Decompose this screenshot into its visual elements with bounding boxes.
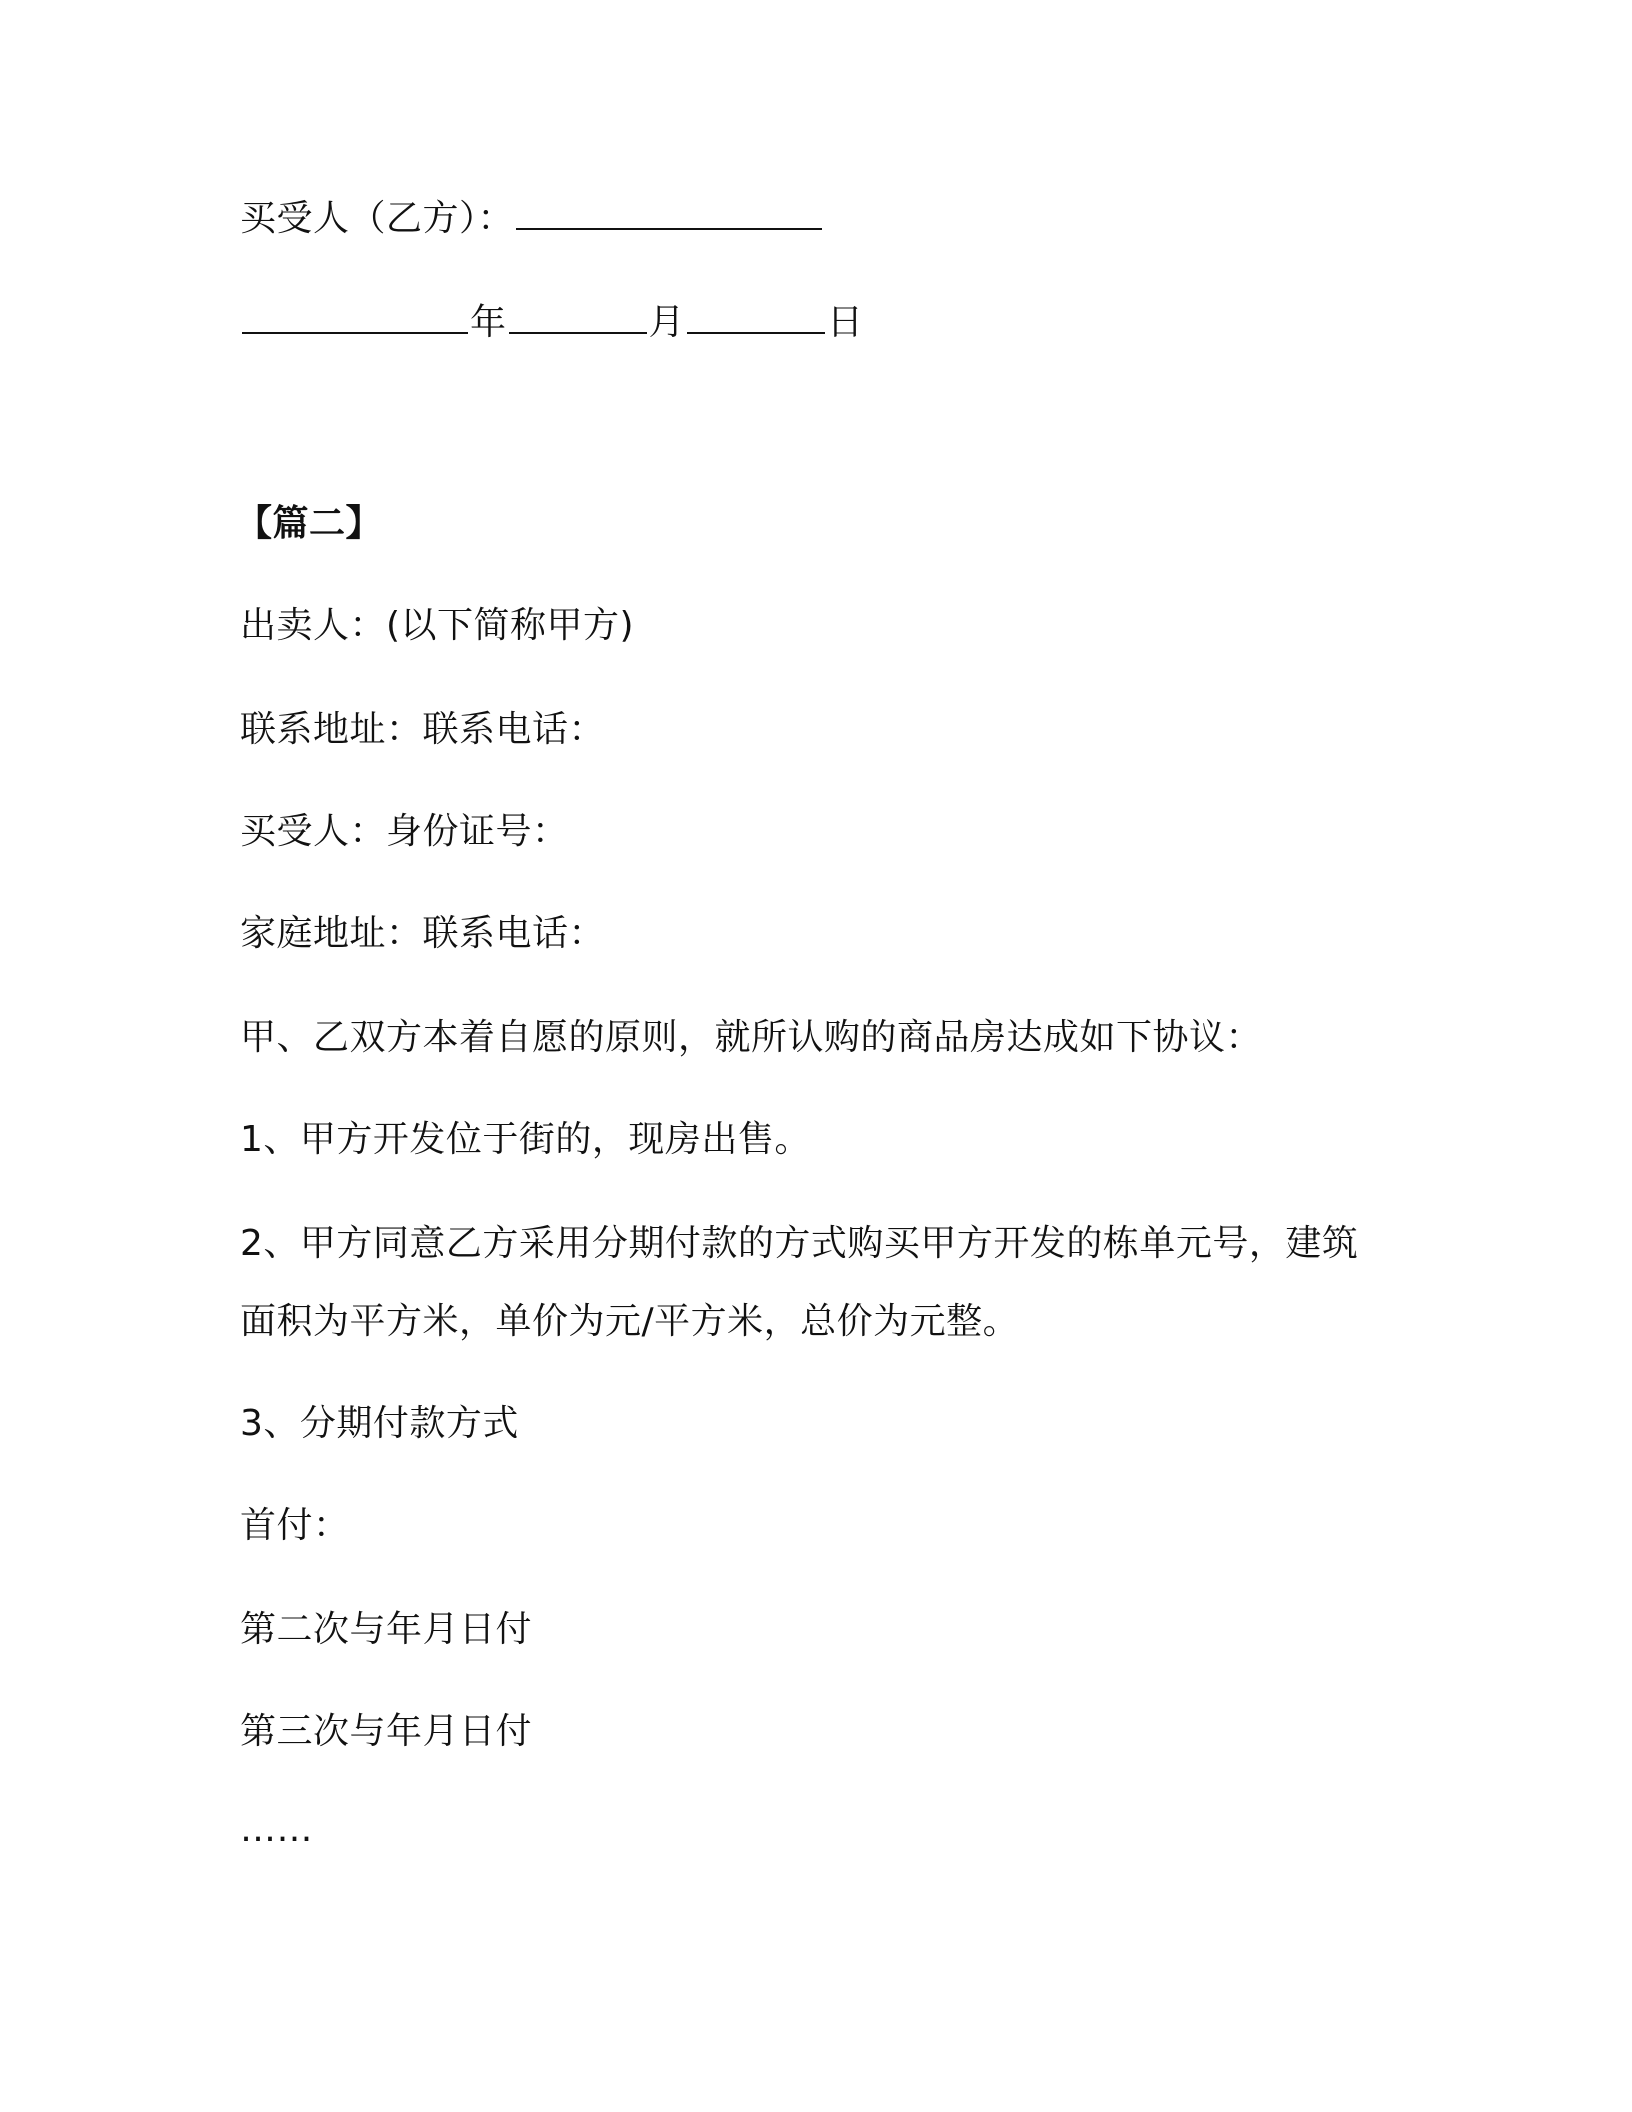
buyer-id-line: 买受人：身份证号： xyxy=(240,811,569,852)
clause-2-part-2: 面积为平方米，单价为元/平方米，总价为元整。 xyxy=(240,1301,1020,1342)
clause-1: 1、甲方开发位于街的，现房出售。 xyxy=(240,1119,811,1160)
date-line xyxy=(240,296,864,347)
second-payment-line: 第二次与年月日付 xyxy=(240,1609,533,1650)
seller-line: 出卖人：(以下简称甲方) xyxy=(240,605,635,646)
year-blank xyxy=(242,296,468,334)
month-blank xyxy=(509,296,647,334)
ellipsis-line: …… xyxy=(240,1809,313,1850)
buyer-label: 买受人（乙方）： xyxy=(240,198,515,239)
agreement-intro-line: 甲、乙双方本着自愿的原则，就所认购的商品房达成如下协议： xyxy=(240,1017,1263,1058)
down-payment-line: 首付： xyxy=(240,1505,350,1546)
buyer-contact-line: 家庭地址：联系电话： xyxy=(240,913,606,954)
clause-3: 3、分期付款方式 xyxy=(240,1403,519,1444)
buyer-signature-blank xyxy=(516,192,822,230)
third-payment-line: 第三次与年月日付 xyxy=(240,1711,533,1752)
day-blank xyxy=(687,296,825,334)
clause-2-part-1: 2、甲方同意乙方采用分期付款的方式购买甲方开发的栋单元号，建筑 xyxy=(240,1223,1359,1264)
section-title: 【篇二】 xyxy=(236,503,383,544)
month-label: 月 xyxy=(648,302,686,343)
year-label: 年 xyxy=(470,302,507,343)
buyer-signature-line xyxy=(240,192,824,243)
seller-contact-line: 联系地址：联系电话： xyxy=(240,709,606,750)
day-label: 日 xyxy=(827,302,864,343)
